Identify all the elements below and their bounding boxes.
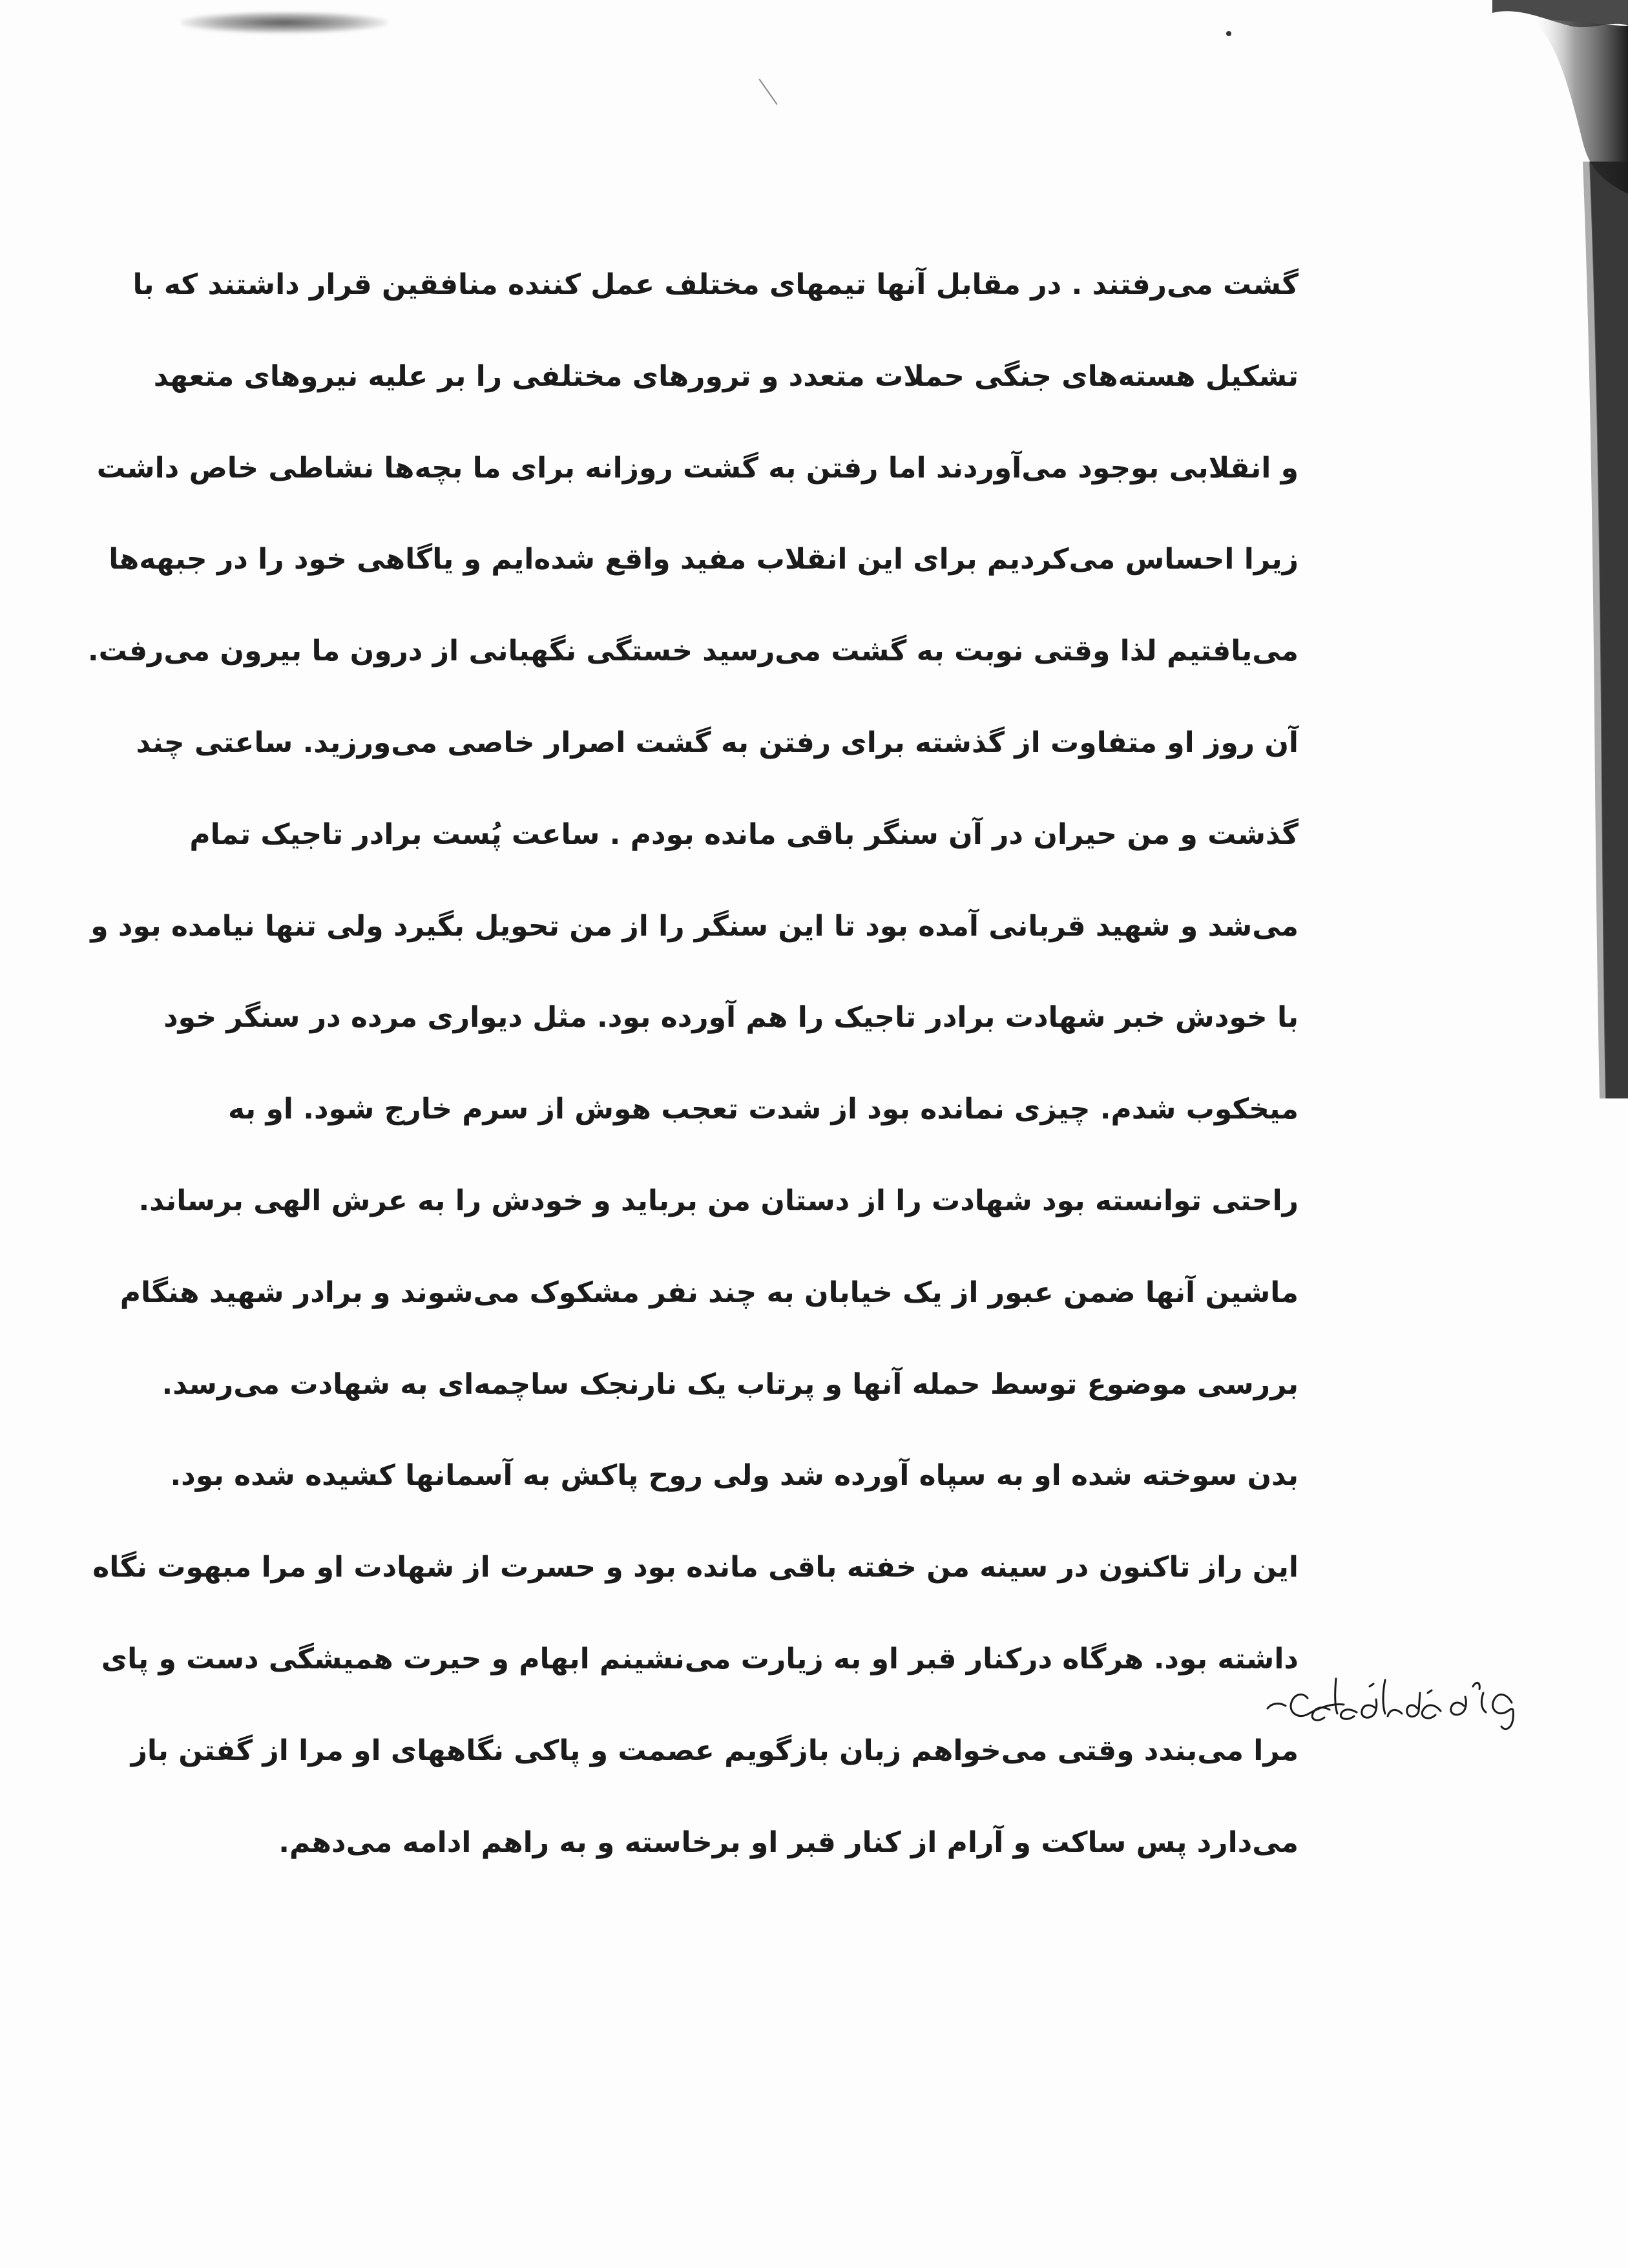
scan-smudge bbox=[181, 12, 388, 34]
text-line: ماشین آنها ضمن عبور از یک خیابان به چند نفر مشکوک می‌شوند و برادر شهید هنگام bbox=[120, 1276, 1299, 1309]
signature-scrawl bbox=[1253, 1641, 1538, 1738]
text-line: می‌دارد پس ساکت و آرام از کنار قبر او برخاسته و به راهم ادامه می‌دهم. bbox=[278, 1825, 1299, 1859]
text-line: با خودش خبر شهادت برادر تاجیک را هم آورده بود. مثل دیواری مرده در سنگر خود bbox=[163, 1001, 1299, 1034]
text-line: میخکوب شدم. چیزی نمانده بود از شدت تعجب هوش از سرم خارج شود. او به bbox=[227, 1093, 1299, 1126]
text-line: گذشت و من حیران در آن سنگر باقی مانده بودم . ساعت پُست برادر تاجیک تمام bbox=[189, 817, 1299, 851]
text-line: این راز تاکنون در سینه من خفته باقی مانده بود و حسرت از شهادت او مرا مبهوت نگاه bbox=[92, 1551, 1299, 1584]
document-body bbox=[87, 239, 1299, 1888]
text-line: داشته بود. هرگاه درکنار قبر او به زیارت می‌نشینم ابهام و حیرت همیشگی دست و پای bbox=[101, 1642, 1299, 1675]
text-line: راحتی توانسته بود شهادت را از دستان من برباید و خودش را به عرش الهی برساند. bbox=[138, 1184, 1299, 1217]
text-line: و انقلابی بوجود می‌آوردند اما رفتن به گشت روزانه برای ما بچه‌ها نشاطی خاص داشت bbox=[96, 451, 1299, 485]
scan-scratch bbox=[758, 79, 777, 105]
text-line: گشت می‌رفتند . در مقابل آنها تیمهای مختلف عمل کننده منافقین قرار داشتند که با bbox=[132, 268, 1299, 301]
scan-shadow-corner bbox=[1492, 0, 1628, 1098]
handwritten-signature bbox=[1253, 1641, 1538, 1738]
text-line: زیرا احساس می‌کردیم برای این انقلاب مفید واقع شده‌ایم و یاگاهی خود را در جبهه‌ها bbox=[109, 543, 1299, 576]
text-line: بدن سوخته شده او به سپاه آورده شد ولی روح پاکش به آسمانها کشیده شده بود. bbox=[170, 1459, 1299, 1493]
text-line: بررسی موضوع توسط حمله آنها و پرتاب یک نارنجک ساچمه‌ای به شهادت می‌رسد. bbox=[162, 1367, 1299, 1401]
text-line: آن روز او متفاوت از گذشته برای رفتن به گشت اصرار خاصی می‌ورزید. ساعتی چند bbox=[136, 726, 1299, 759]
scan-speck bbox=[1226, 31, 1231, 36]
text-line: می‌یافتیم لذا وقتی نوبت به گشت می‌رسید خستگی نگهبانی از درون ما بیرون می‌رفت. bbox=[87, 635, 1299, 668]
text-line: مرا می‌بندد وقتی می‌خواهم زبان بازگویم عصمت و پاکی نگاههای او مرا از گفتن باز bbox=[130, 1734, 1299, 1767]
text-line: تشکیل هسته‌های جنگی حملات متعدد و ترورهای مختلفی را بر علیه نیروهای متعهد bbox=[153, 359, 1299, 393]
text-line: می‌شد و شهید قربانی آمده بود تا این سنگر را از من تحویل بگیرد ولی تنها نیامده بود و bbox=[90, 909, 1299, 943]
